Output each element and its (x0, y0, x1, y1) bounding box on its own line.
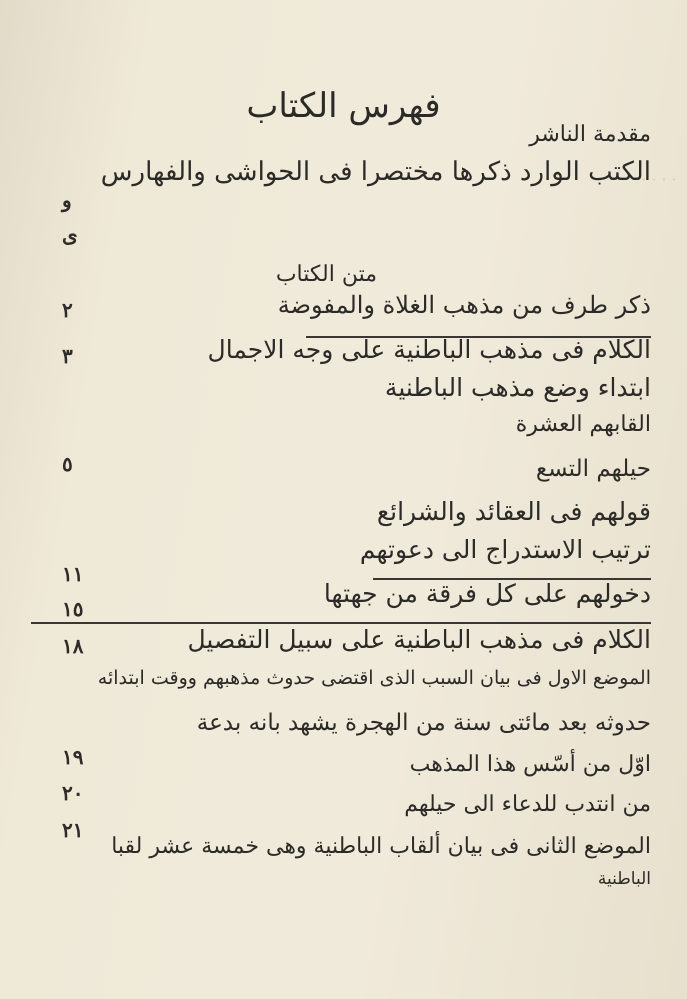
page-number: ٥ (62, 452, 73, 476)
toc-entry: ترتيب الاستدراج الى دعوتهم (359, 535, 651, 564)
toc-entry: حيلهم التسع (535, 456, 651, 482)
toc-entry: الموضع الاول فى بيان السبب الذى اقتضى حدوث مذهبهم ووقت ابتدائه (97, 667, 651, 689)
page-number: ١٨ (62, 634, 84, 658)
page-number: ٢١ (62, 818, 84, 842)
toc-entry: اوّل من أسّس هذا المذهب (409, 752, 651, 777)
toc-entry: الكلام فى مذهب الباطنية على وجه الاجمال (207, 335, 651, 364)
page-number: ١١ (62, 562, 84, 586)
page-number: ٢ (62, 298, 73, 322)
page-number: ١٥ (62, 597, 84, 621)
page-number: و (62, 188, 72, 212)
toc-entry: الموضع الثانى فى بيان ألقاب الباطنية وهى خمسة عشر لقبا (111, 834, 651, 859)
page-number: ١٩ (62, 745, 84, 769)
toc-entry: قولهم فى العقائد والشرائع (376, 497, 651, 526)
page-number: ٢٠ (62, 781, 84, 805)
toc-entry: ابتداء وضع مذهب الباطنية (384, 373, 651, 402)
toc-entry: الكلام فى مذهب الباطنية على سبيل التفصيل (187, 625, 651, 654)
page-title: فهرس الكتاب (246, 86, 441, 126)
toc-entry: من انتدب للدعاء الى حيلهم (404, 792, 651, 817)
page-number: ى (62, 223, 78, 247)
toc-entry: مقدمة الناشر (529, 122, 651, 147)
toc-entry: الباطنية (597, 869, 651, 889)
toc-entry: دخولهم على كل فرقة من جهتها (323, 579, 651, 608)
underline-rule (31, 622, 651, 624)
page-number: ٣ (62, 344, 73, 368)
toc-entry: ذكر طرف من مذهب الغلاة والمفوضة (277, 291, 651, 319)
toc-entry: الكتب الوارد ذكرها مختصرا فى الحواشى والفهارس (100, 157, 651, 187)
section-heading: متن الكتاب (275, 262, 377, 287)
toc-entry: القابهم العشرة (515, 412, 651, 437)
toc-entry: حدوثه بعد مائتى سنة من الهجرة يشهد بانه بدعة (196, 710, 651, 736)
show-through-text: · · · · (641, 170, 677, 189)
